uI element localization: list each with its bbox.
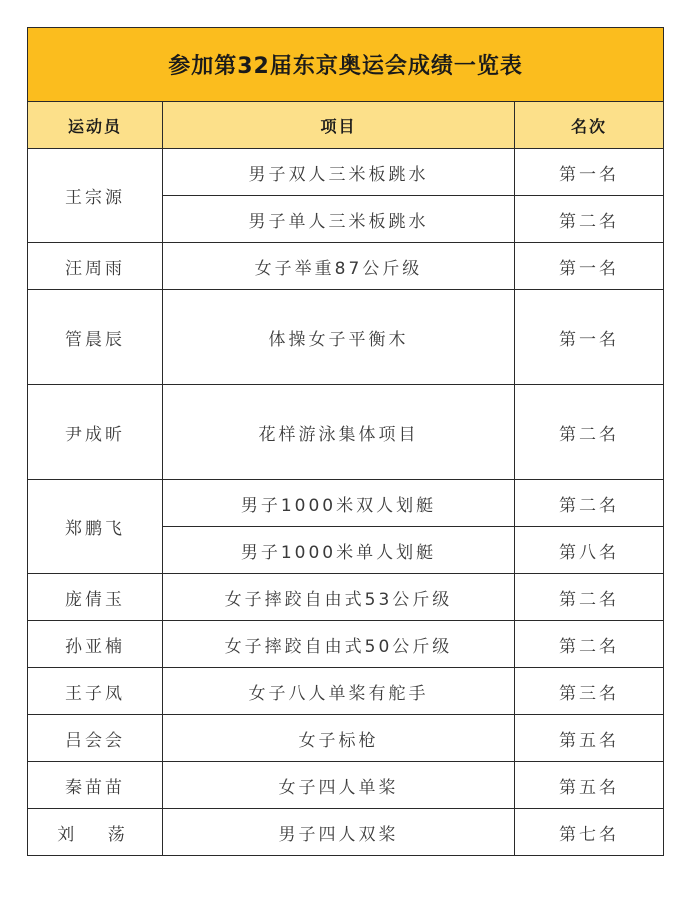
athlete-cell: 王宗源 bbox=[28, 149, 163, 243]
table-row bbox=[28, 574, 664, 621]
table-row bbox=[28, 480, 664, 527]
rank-cell: 第八名 bbox=[515, 527, 664, 574]
athlete-cell: 郑鹏飞 bbox=[28, 480, 163, 574]
rank-cell: 第一名 bbox=[515, 290, 664, 385]
title-row bbox=[28, 28, 664, 102]
athlete-cell: 刘 荡 bbox=[28, 809, 163, 856]
rank-cell: 第二名 bbox=[515, 385, 664, 480]
header-rank: 名次 bbox=[515, 102, 664, 149]
event-cell: 男子1000米双人划艇 bbox=[163, 480, 515, 527]
rank-cell: 第二名 bbox=[515, 621, 664, 668]
header-athlete: 运动员 bbox=[28, 102, 163, 149]
event-cell: 花样游泳集体项目 bbox=[163, 385, 515, 480]
event-cell: 女子举重87公斤级 bbox=[163, 243, 515, 290]
rank-cell: 第七名 bbox=[515, 809, 664, 856]
rank-cell: 第一名 bbox=[515, 149, 664, 196]
rank-cell: 第二名 bbox=[515, 196, 664, 243]
rank-cell: 第一名 bbox=[515, 243, 664, 290]
athlete-cell: 吕会会 bbox=[28, 715, 163, 762]
event-cell: 女子标枪 bbox=[163, 715, 515, 762]
table-row bbox=[28, 243, 664, 290]
athlete-cell: 汪周雨 bbox=[28, 243, 163, 290]
event-cell: 男子单人三米板跳水 bbox=[163, 196, 515, 243]
table-row bbox=[28, 149, 664, 196]
table-row bbox=[28, 668, 664, 715]
athlete-cell: 孙亚楠 bbox=[28, 621, 163, 668]
table-row bbox=[28, 809, 664, 856]
event-cell: 男子四人双桨 bbox=[163, 809, 515, 856]
table-row bbox=[28, 762, 664, 809]
event-cell: 女子摔跤自由式53公斤级 bbox=[163, 574, 515, 621]
athlete-cell: 管晨辰 bbox=[28, 290, 163, 385]
event-cell: 男子双人三米板跳水 bbox=[163, 149, 515, 196]
rank-cell: 第二名 bbox=[515, 480, 664, 527]
athlete-cell: 王子凤 bbox=[28, 668, 163, 715]
event-cell: 女子摔跤自由式50公斤级 bbox=[163, 621, 515, 668]
table-row bbox=[28, 290, 664, 385]
rank-cell: 第二名 bbox=[515, 574, 664, 621]
table-title: 参加第32届东京奥运会成绩一览表 bbox=[28, 28, 664, 102]
event-cell: 女子四人单桨 bbox=[163, 762, 515, 809]
rank-cell: 第三名 bbox=[515, 668, 664, 715]
athlete-cell: 庞倩玉 bbox=[28, 574, 163, 621]
rank-cell: 第五名 bbox=[515, 715, 664, 762]
table-row bbox=[28, 385, 664, 480]
athlete-cell: 秦苗苗 bbox=[28, 762, 163, 809]
results-sheet bbox=[27, 27, 663, 856]
athlete-cell: 尹成昕 bbox=[28, 385, 163, 480]
results-table bbox=[27, 27, 664, 856]
header-event: 项目 bbox=[163, 102, 515, 149]
header-row bbox=[28, 102, 664, 149]
rank-cell: 第五名 bbox=[515, 762, 664, 809]
table-row bbox=[28, 715, 664, 762]
table-row bbox=[28, 621, 664, 668]
event-cell: 男子1000米单人划艇 bbox=[163, 527, 515, 574]
event-cell: 体操女子平衡木 bbox=[163, 290, 515, 385]
event-cell: 女子八人单桨有舵手 bbox=[163, 668, 515, 715]
